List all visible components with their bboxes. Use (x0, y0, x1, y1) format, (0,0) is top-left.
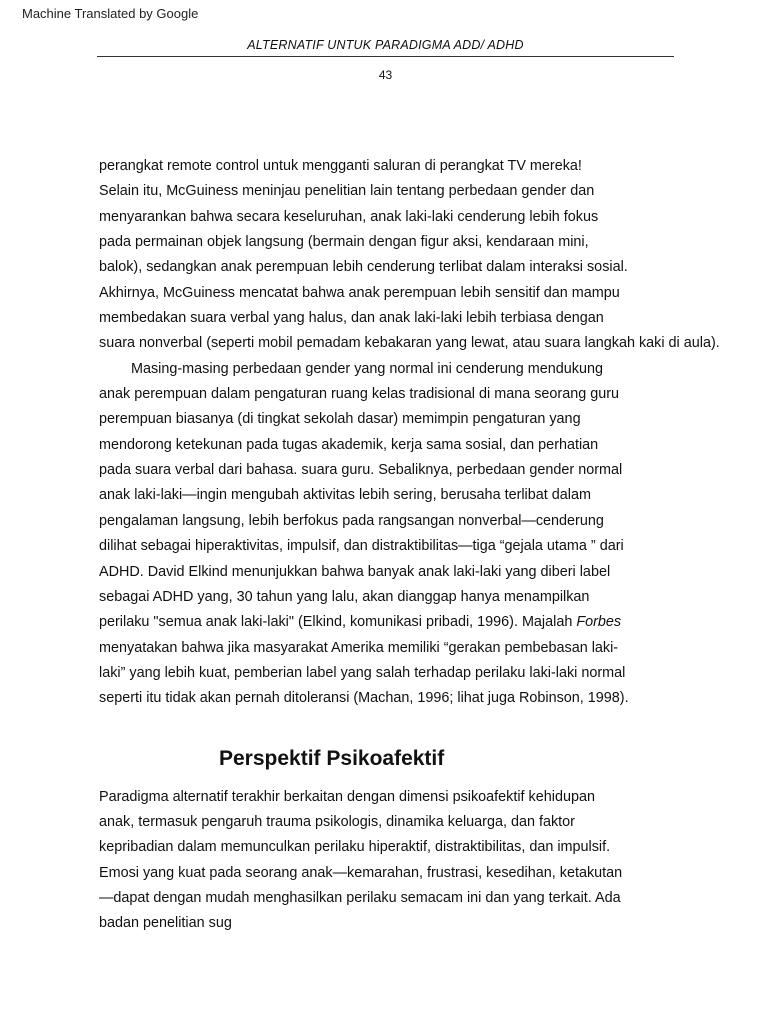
text-line: dilihat sebagai hiperaktivitas, impulsif, dan distraktibilitas—tiga “gejala utama ” dari (99, 538, 624, 555)
text-line: perempuan biasanya (di tingkat sekolah dasar) memimpin pengaturan yang (99, 411, 581, 428)
italic-magazine-title: Forbes (576, 614, 622, 631)
text-line: anak, termasuk pengaruh trauma psikologis, dinamika keluarga, dan faktor (99, 814, 575, 831)
machine-translation-banner: Machine Translated by Google (22, 6, 199, 21)
text-line: membedakan suara verbal yang halus, dan anak laki-laki lebih terbiasa dengan (99, 310, 604, 327)
section-heading: Perspektif Psikoafektif (219, 747, 445, 770)
text-line: pengalaman langsung, lebih berfokus pada rangsangan nonverbal—cenderung (99, 512, 604, 529)
body-text-lower (99, 785, 768, 936)
text-line: kepribadian dalam memunculkan perilaku hiperaktif, distraktibilitas, dan impulsif. (99, 839, 611, 856)
text-line: suara nonverbal (seperti mobil pemadam kebakaran yang lewat, atau suara langkah kaki di aula). (99, 335, 720, 352)
text-line: perangkat remote control untuk mengganti saluran di perangkat TV mereka! (99, 158, 582, 174)
text-line: menyatakan bahwa jika masyarakat Amerika memiliki “gerakan pembebasan laki- (99, 639, 619, 656)
text-run: perilaku "semua anak laki-laki" (Elkind, komunikasi pribadi, 1996). Majalah (99, 614, 577, 631)
text-line: —dapat dengan mudah menghasilkan perilaku semacam ini dan yang terkait. Ada (99, 889, 621, 906)
running-head-rule (97, 56, 674, 57)
text-line: Emosi yang kuat pada seorang anak—kemarahan, frustrasi, kesedihan, ketakutan (99, 864, 623, 881)
text-line: balok), sedangkan anak perempuan lebih cenderung terlibat dalam interaksi sosial. (99, 259, 628, 276)
text-line: menyarankan bahwa secara keseluruhan, anak laki-laki cenderung lebih fokus (99, 208, 599, 225)
text-line-indented: Masing-masing perbedaan gender yang normal ini cenderung mendukung (131, 360, 603, 377)
text-line: sebagai ADHD yang, 30 tahun yang lalu, akan dianggap hanya menampilkan (99, 588, 590, 605)
page-number: 43 (378, 68, 393, 82)
text-line: pada suara verbal dari bahasa. suara guru. Sebaliknya, perbedaan gender normal (99, 462, 623, 479)
text-line: Selain itu, McGuiness meninjau penelitian lain tentang perbedaan gender dan (99, 183, 595, 200)
text-line: seperti itu tidak akan pernah ditoleransi (Machan, 1996; lihat juga Robinson, 1998). (99, 690, 629, 707)
text-line: badan penelitian sug (99, 915, 232, 932)
text-line: Akhirnya, McGuiness mencatat bahwa anak perempuan lebih sensitif dan mampu (99, 284, 620, 301)
text-line: laki” yang lebih kuat, pemberian label yang salah terhadap perilaku laki-laki normal (99, 664, 626, 681)
text-line-forbes (99, 610, 768, 635)
text-line: anak perempuan dalam pengaturan ruang kelas tradisional di mana seorang guru (99, 386, 620, 403)
text-line: mendorong ketekunan pada tugas akademik, kerja sama sosial, dan perhatian (99, 436, 599, 453)
text-line: pada permainan objek langsung (bermain dengan figur aksi, kendaraan mini, (99, 234, 589, 251)
text-line: anak laki-laki—ingin mengubah aktivitas lebih sering, berusaha terlibat dalam (99, 487, 591, 504)
text-line: ADHD. David Elkind menunjukkan bahwa banyak anak laki-laki yang diberi label (99, 563, 611, 580)
text-line: Paradigma alternatif terakhir berkaitan dengan dimensi psikoafektif kehidupan (99, 789, 595, 805)
running-head-title: ALTERNATIF UNTUK PARADIGMA ADD/ ADHD (247, 38, 524, 52)
body-text-upper (99, 154, 768, 712)
